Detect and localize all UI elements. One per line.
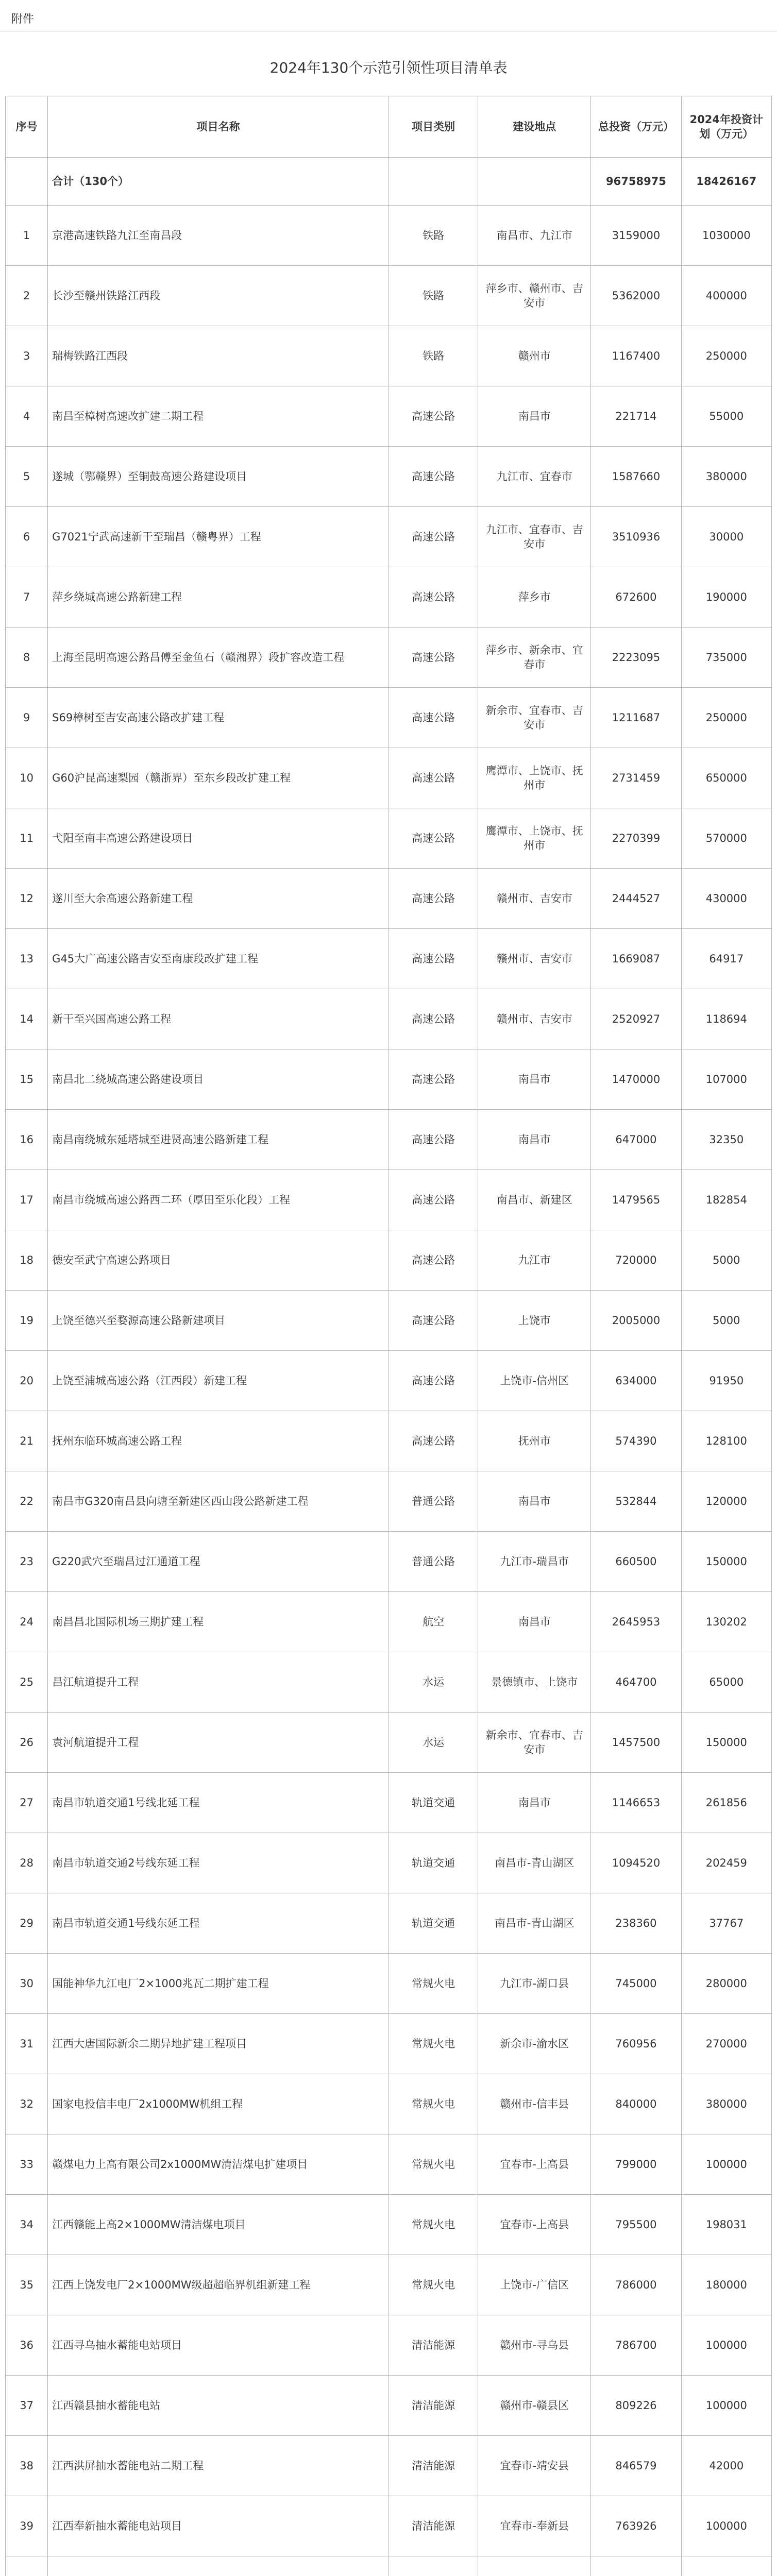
- row-index: 4: [6, 386, 48, 447]
- total-investment: 238360: [591, 1893, 681, 1954]
- table-row: [6, 1471, 772, 1532]
- project-location: 南昌市: [478, 1471, 591, 1532]
- table-row: [6, 1652, 772, 1713]
- plan-2024: 118694: [681, 989, 771, 1049]
- row-index: 18: [6, 1230, 48, 1291]
- total-investment: 1470000: [591, 1049, 681, 1110]
- project-category: 高速公路: [389, 1110, 478, 1170]
- row-index: 17: [6, 1170, 48, 1230]
- total-investment: 795500: [591, 2195, 681, 2255]
- plan-2024: 30000: [681, 507, 771, 567]
- total-investment: 2645953: [591, 1592, 681, 1652]
- plan-2024: 91950: [681, 1351, 771, 1411]
- total-investment: 3159000: [591, 206, 681, 266]
- row-index: 8: [6, 628, 48, 688]
- total-investment: 745000: [591, 1954, 681, 2014]
- project-name: 江西赣能上高2×1000MW清洁煤电项目: [48, 2195, 389, 2255]
- project-category: 高速公路: [389, 507, 478, 567]
- project-name: 长沙至赣州铁路江西段: [48, 266, 389, 326]
- row-index: 35: [6, 2255, 48, 2315]
- table-row: [6, 748, 772, 808]
- table-row: [6, 869, 772, 929]
- total-location-cell: [478, 158, 591, 206]
- project-location: 九江市-湖口县: [478, 1954, 591, 2014]
- total-investment: [591, 2556, 681, 2576]
- project-location: 南昌市: [478, 1110, 591, 1170]
- project-name: 江西大唐国际新余二期异地扩建工程项目: [48, 2014, 389, 2074]
- total-investment: 846579: [591, 2436, 681, 2496]
- project-location: 南昌市: [478, 1592, 591, 1652]
- project-category: 常规火电: [389, 2195, 478, 2255]
- plan-2024: 55000: [681, 386, 771, 447]
- table-row: [6, 2376, 772, 2436]
- project-name: 南昌南绕城东延塔城至进贤高速公路新建工程: [48, 1110, 389, 1170]
- table-row: [6, 567, 772, 628]
- project-category: 高速公路: [389, 808, 478, 869]
- table-row: [6, 1592, 772, 1652]
- total-investment-sum: 96758975: [591, 158, 681, 206]
- total-investment: 1094520: [591, 1833, 681, 1893]
- table-row: [6, 2556, 772, 2576]
- plan-2024: 100000: [681, 2134, 771, 2195]
- plan-2024: 65000: [681, 1652, 771, 1713]
- project-name: 赣煤电力上高有限公司2x1000MW清洁煤电扩建项目: [48, 2134, 389, 2195]
- project-category: 常规火电: [389, 1954, 478, 2014]
- project-category: 高速公路: [389, 1411, 478, 1471]
- row-index: 21: [6, 1411, 48, 1471]
- table-row: [6, 2436, 772, 2496]
- project-category: 铁路: [389, 206, 478, 266]
- project-name: 南昌市轨道交通1号线北延工程: [48, 1773, 389, 1833]
- project-location: 九江市: [478, 1230, 591, 1291]
- project-location: 宜春市-靖安县: [478, 2436, 591, 2496]
- header-index: 序号: [6, 96, 48, 158]
- plan-2024: 430000: [681, 869, 771, 929]
- row-index: 29: [6, 1893, 48, 1954]
- total-investment: 760956: [591, 2014, 681, 2074]
- project-name: 抚州东临环城高速公路工程: [48, 1411, 389, 1471]
- project-name: 江西上饶发电厂2×1000MW级超超临界机组新建工程: [48, 2255, 389, 2315]
- row-index: 30: [6, 1954, 48, 2014]
- project-name: 京港高速铁路九江至南昌段: [48, 206, 389, 266]
- row-index: 37: [6, 2376, 48, 2436]
- header-total-investment: 总投资（万元）: [591, 96, 681, 158]
- table-row: [6, 2134, 772, 2195]
- table-row: [6, 1773, 772, 1833]
- plan-2024: 190000: [681, 567, 771, 628]
- project-location: 鹰潭市、上饶市、抚州市: [478, 748, 591, 808]
- row-index: 34: [6, 2195, 48, 2255]
- row-index: 20: [6, 1351, 48, 1411]
- plan-2024: [681, 2556, 771, 2576]
- table-row: [6, 1110, 772, 1170]
- table-row: [6, 206, 772, 266]
- row-index: 33: [6, 2134, 48, 2195]
- plan-2024: 400000: [681, 266, 771, 326]
- project-category: 轨道交通: [389, 1773, 478, 1833]
- table-row: [6, 1230, 772, 1291]
- project-location: 九江市、宜春市、吉安市: [478, 507, 591, 567]
- project-name: 江西奉新抽水蓄能电站项目: [48, 2496, 389, 2556]
- plan-2024: 107000: [681, 1049, 771, 1110]
- project-name: 德安至武宁高速公路项目: [48, 1230, 389, 1291]
- project-location: 萍乡市、赣州市、吉安市: [478, 266, 591, 326]
- total-row: [6, 158, 772, 206]
- project-category: 高速公路: [389, 748, 478, 808]
- row-index: 39: [6, 2496, 48, 2556]
- table-header: [6, 96, 772, 158]
- total-investment: 574390: [591, 1411, 681, 1471]
- table-row: [6, 628, 772, 688]
- project-location: 九江市-瑞昌市: [478, 1532, 591, 1592]
- attachment-label: 附件: [11, 13, 35, 26]
- header-plan-2024: 2024年投资计划（万元）: [681, 96, 771, 158]
- project-name: G7021宁武高速新干至瑞昌（赣粤界）工程: [48, 507, 389, 567]
- project-location: 南昌市、九江市: [478, 206, 591, 266]
- row-index: 32: [6, 2074, 48, 2134]
- plan-2024: 735000: [681, 628, 771, 688]
- table-row: [6, 1049, 772, 1110]
- project-location: 赣州市-信丰县: [478, 2074, 591, 2134]
- plan-2024: 1030000: [681, 206, 771, 266]
- project-category: 高速公路: [389, 1291, 478, 1351]
- total-investment: 1211687: [591, 688, 681, 748]
- table-row: [6, 1833, 772, 1893]
- project-location: 萍乡市、新余市、宜春市: [478, 628, 591, 688]
- project-name: 遂城（鄂赣界）至铜鼓高速公路建设项目: [48, 447, 389, 507]
- project-name: 南昌市G320南昌县向塘至新建区西山段公路新建工程: [48, 1471, 389, 1532]
- project-category: 高速公路: [389, 1351, 478, 1411]
- project-category: 高速公路: [389, 567, 478, 628]
- project-location: 抚州市: [478, 1411, 591, 1471]
- row-index: 31: [6, 2014, 48, 2074]
- plan-2024: 250000: [681, 688, 771, 748]
- total-label: 合计（130个）: [48, 158, 389, 206]
- table-row: [6, 1532, 772, 1592]
- total-investment: 2520927: [591, 989, 681, 1049]
- project-location: 鹰潭市、上饶市、抚州市: [478, 808, 591, 869]
- plan-2024: 32350: [681, 1110, 771, 1170]
- row-index: 26: [6, 1713, 48, 1773]
- project-location: 宜春市-奉新县: [478, 2496, 591, 2556]
- project-name: 江西洪屏抽水蓄能电站二期工程: [48, 2436, 389, 2496]
- project-location: 萍乡市: [478, 567, 591, 628]
- table-row: [6, 929, 772, 989]
- project-name: 江西赣县抽水蓄能电站: [48, 2376, 389, 2436]
- project-category: 常规火电: [389, 2134, 478, 2195]
- row-index: 23: [6, 1532, 48, 1592]
- total-investment: 720000: [591, 1230, 681, 1291]
- table-row: [6, 2074, 772, 2134]
- table-row: [6, 989, 772, 1049]
- project-name: 江西寻乌抽水蓄能电站项目: [48, 2315, 389, 2376]
- plan-2024: 130202: [681, 1592, 771, 1652]
- plan-2024: 380000: [681, 2074, 771, 2134]
- table-row: [6, 2195, 772, 2255]
- table-row: [6, 1291, 772, 1351]
- total-investment: 763926: [591, 2496, 681, 2556]
- total-investment: 840000: [591, 2074, 681, 2134]
- plan-2024: 280000: [681, 1954, 771, 2014]
- plan-2024: 150000: [681, 1532, 771, 1592]
- project-category: 常规火电: [389, 2255, 478, 2315]
- project-category: 高速公路: [389, 989, 478, 1049]
- project-location: 景德镇市、上饶市: [478, 1652, 591, 1713]
- total-investment: 2223095: [591, 628, 681, 688]
- table-row: [6, 386, 772, 447]
- table-row: [6, 808, 772, 869]
- total-investment: 786700: [591, 2315, 681, 2376]
- project-location: 赣州市、吉安市: [478, 989, 591, 1049]
- project-name: 昌江航道提升工程: [48, 1652, 389, 1713]
- project-category: 高速公路: [389, 869, 478, 929]
- project-name: 南昌北二绕城高速公路建设项目: [48, 1049, 389, 1110]
- total-investment: 464700: [591, 1652, 681, 1713]
- row-index: 28: [6, 1833, 48, 1893]
- total-investment: 221714: [591, 386, 681, 447]
- project-name: [48, 2556, 389, 2576]
- project-category: 高速公路: [389, 628, 478, 688]
- total-investment: 634000: [591, 1351, 681, 1411]
- project-name: 南昌市绕城高速公路西二环（厚田至乐化段）工程: [48, 1170, 389, 1230]
- project-category: [389, 2556, 478, 2576]
- row-index: 24: [6, 1592, 48, 1652]
- project-location: 上饶市-信州区: [478, 1351, 591, 1411]
- total-investment: 1587660: [591, 447, 681, 507]
- plan-2024: 198031: [681, 2195, 771, 2255]
- total-investment: 1457500: [591, 1713, 681, 1773]
- row-index: 38: [6, 2436, 48, 2496]
- row-index: 16: [6, 1110, 48, 1170]
- total-investment: 672600: [591, 567, 681, 628]
- project-name: 南昌昌北国际机场三期扩建工程: [48, 1592, 389, 1652]
- plan-2024: 270000: [681, 2014, 771, 2074]
- total-category-cell: [389, 158, 478, 206]
- row-index: 5: [6, 447, 48, 507]
- project-name: 国能神华九江电厂2×1000兆瓦二期扩建工程: [48, 1954, 389, 2014]
- plan-2024: 42000: [681, 2436, 771, 2496]
- project-category: 铁路: [389, 266, 478, 326]
- project-category: 铁路: [389, 326, 478, 386]
- plan-2024: 250000: [681, 326, 771, 386]
- project-name: 南昌至樟树高速改扩建二期工程: [48, 386, 389, 447]
- plan-2024: 202459: [681, 1833, 771, 1893]
- plan-2024: 120000: [681, 1471, 771, 1532]
- table-row: [6, 2315, 772, 2376]
- table-row: [6, 1170, 772, 1230]
- total-investment: 5362000: [591, 266, 681, 326]
- project-location: 南昌市: [478, 1773, 591, 1833]
- plan-2024: 100000: [681, 2496, 771, 2556]
- project-category: 高速公路: [389, 1170, 478, 1230]
- row-index: 12: [6, 869, 48, 929]
- project-name: 上饶至浦城高速公路（江西段）新建工程: [48, 1351, 389, 1411]
- total-investment: 647000: [591, 1110, 681, 1170]
- total-investment: 786000: [591, 2255, 681, 2315]
- table-row: [6, 326, 772, 386]
- project-category: 轨道交通: [389, 1833, 478, 1893]
- table-row: [6, 2255, 772, 2315]
- row-index: 25: [6, 1652, 48, 1713]
- table-body: [6, 158, 772, 2576]
- project-location: 上饶市-广信区: [478, 2255, 591, 2315]
- plan-2024: 180000: [681, 2255, 771, 2315]
- project-location: 九江市、宜春市: [478, 447, 591, 507]
- header-category: 项目类别: [389, 96, 478, 158]
- project-name: 萍乡绕城高速公路新建工程: [48, 567, 389, 628]
- project-location: 新余市、宜春市、吉安市: [478, 1713, 591, 1773]
- row-index: 13: [6, 929, 48, 989]
- project-category: 航空: [389, 1592, 478, 1652]
- project-location: 赣州市、吉安市: [478, 869, 591, 929]
- total-investment: 532844: [591, 1471, 681, 1532]
- top-bar: [0, 0, 777, 31]
- table-row: [6, 1411, 772, 1471]
- project-category: 清洁能源: [389, 2315, 478, 2376]
- project-name: 袁河航道提升工程: [48, 1713, 389, 1773]
- project-category: 清洁能源: [389, 2436, 478, 2496]
- total-investment: 799000: [591, 2134, 681, 2195]
- project-category: 高速公路: [389, 929, 478, 989]
- total-investment: 2005000: [591, 1291, 681, 1351]
- total-investment: 2731459: [591, 748, 681, 808]
- project-category: 普通公路: [389, 1532, 478, 1592]
- project-name: 国家电投信丰电厂2x1000MW机组工程: [48, 2074, 389, 2134]
- total-investment: 1167400: [591, 326, 681, 386]
- row-index: 9: [6, 688, 48, 748]
- project-location: 新余市-渝水区: [478, 2014, 591, 2074]
- plan-2024: 261856: [681, 1773, 771, 1833]
- project-location: [478, 2556, 591, 2576]
- table-row: [6, 1351, 772, 1411]
- plan-2024: 128100: [681, 1411, 771, 1471]
- row-index: 27: [6, 1773, 48, 1833]
- project-name: G60沪昆高速梨园（赣浙界）至东乡段改扩建工程: [48, 748, 389, 808]
- table-row: [6, 266, 772, 326]
- plan-2024: 100000: [681, 2376, 771, 2436]
- project-location: 南昌市: [478, 386, 591, 447]
- project-name: G220武穴至瑞昌过江通道工程: [48, 1532, 389, 1592]
- row-index: 3: [6, 326, 48, 386]
- project-category: 高速公路: [389, 1230, 478, 1291]
- project-name: 瑞梅铁路江西段: [48, 326, 389, 386]
- project-location: 南昌市、新建区: [478, 1170, 591, 1230]
- project-category: 轨道交通: [389, 1893, 478, 1954]
- table-row: [6, 688, 772, 748]
- row-index: 10: [6, 748, 48, 808]
- row-index: 11: [6, 808, 48, 869]
- project-location: 宜春市-上高县: [478, 2195, 591, 2255]
- row-index: 6: [6, 507, 48, 567]
- project-location: 赣州市-寻乌县: [478, 2315, 591, 2376]
- plan-2024: 570000: [681, 808, 771, 869]
- project-location: 宜春市-上高县: [478, 2134, 591, 2195]
- project-category: 高速公路: [389, 386, 478, 447]
- project-name: 上海至昆明高速公路昌傅至金鱼石（赣湘界）段扩容改造工程: [48, 628, 389, 688]
- project-name: 遂川至大余高速公路新建工程: [48, 869, 389, 929]
- page-title: 2024年130个示范引领性项目清单表: [269, 59, 508, 76]
- total-investment: 660500: [591, 1532, 681, 1592]
- total-investment: 809226: [591, 2376, 681, 2436]
- total-investment: 1479565: [591, 1170, 681, 1230]
- table-row: [6, 447, 772, 507]
- project-category: 高速公路: [389, 1049, 478, 1110]
- row-index: 36: [6, 2315, 48, 2376]
- row-index: 14: [6, 989, 48, 1049]
- project-category: 清洁能源: [389, 2496, 478, 2556]
- project-name: S69樟树至吉安高速公路改扩建工程: [48, 688, 389, 748]
- row-index: 15: [6, 1049, 48, 1110]
- table-row: [6, 507, 772, 567]
- project-name: 上饶至德兴至婺源高速公路新建项目: [48, 1291, 389, 1351]
- table-row: [6, 1954, 772, 2014]
- plan-2024: 5000: [681, 1230, 771, 1291]
- project-location: 南昌市-青山湖区: [478, 1833, 591, 1893]
- table-row: [6, 2496, 772, 2556]
- project-name: 南昌市轨道交通2号线东延工程: [48, 1833, 389, 1893]
- project-location: 南昌市: [478, 1049, 591, 1110]
- plan-2024: 5000: [681, 1291, 771, 1351]
- project-location: 南昌市-青山湖区: [478, 1893, 591, 1954]
- project-category: 水运: [389, 1713, 478, 1773]
- table-row: [6, 1893, 772, 1954]
- project-location: 新余市、宜春市、吉安市: [478, 688, 591, 748]
- project-category: 高速公路: [389, 447, 478, 507]
- plan-2024: 64917: [681, 929, 771, 989]
- project-name: 新干至兴国高速公路工程: [48, 989, 389, 1049]
- header-name: 项目名称: [48, 96, 389, 158]
- table-row: [6, 1713, 772, 1773]
- row-index: [6, 2556, 48, 2576]
- project-category: 水运: [389, 1652, 478, 1713]
- plan-2024: 380000: [681, 447, 771, 507]
- total-investment: 2444527: [591, 869, 681, 929]
- project-category: 清洁能源: [389, 2376, 478, 2436]
- plan-2024: 100000: [681, 2315, 771, 2376]
- plan-2024-sum: 18426167: [681, 158, 771, 206]
- project-name: 弋阳至南丰高速公路建设项目: [48, 808, 389, 869]
- plan-2024: 150000: [681, 1713, 771, 1773]
- plan-2024: 37767: [681, 1893, 771, 1954]
- header-location: 建设地点: [478, 96, 591, 158]
- total-investment: 3510936: [591, 507, 681, 567]
- row-index: 19: [6, 1291, 48, 1351]
- project-table: [5, 96, 772, 2576]
- project-location: 赣州市-赣县区: [478, 2376, 591, 2436]
- total-index-cell: [6, 158, 48, 206]
- row-index: 1: [6, 206, 48, 266]
- project-location: 赣州市、吉安市: [478, 929, 591, 989]
- project-name: G45大广高速公路吉安至南康段改扩建工程: [48, 929, 389, 989]
- project-name: 南昌市轨道交通1号线东延工程: [48, 1893, 389, 1954]
- plan-2024: 650000: [681, 748, 771, 808]
- project-category: 普通公路: [389, 1471, 478, 1532]
- total-investment: 1669087: [591, 929, 681, 989]
- project-category: 高速公路: [389, 688, 478, 748]
- row-index: 22: [6, 1471, 48, 1532]
- row-index: 2: [6, 266, 48, 326]
- total-investment: 1146653: [591, 1773, 681, 1833]
- project-location: 上饶市: [478, 1291, 591, 1351]
- total-investment: 2270399: [591, 808, 681, 869]
- project-category: 常规火电: [389, 2074, 478, 2134]
- row-index: 7: [6, 567, 48, 628]
- plan-2024: 182854: [681, 1170, 771, 1230]
- project-category: 常规火电: [389, 2014, 478, 2074]
- project-location: 赣州市: [478, 326, 591, 386]
- table-row: [6, 2014, 772, 2074]
